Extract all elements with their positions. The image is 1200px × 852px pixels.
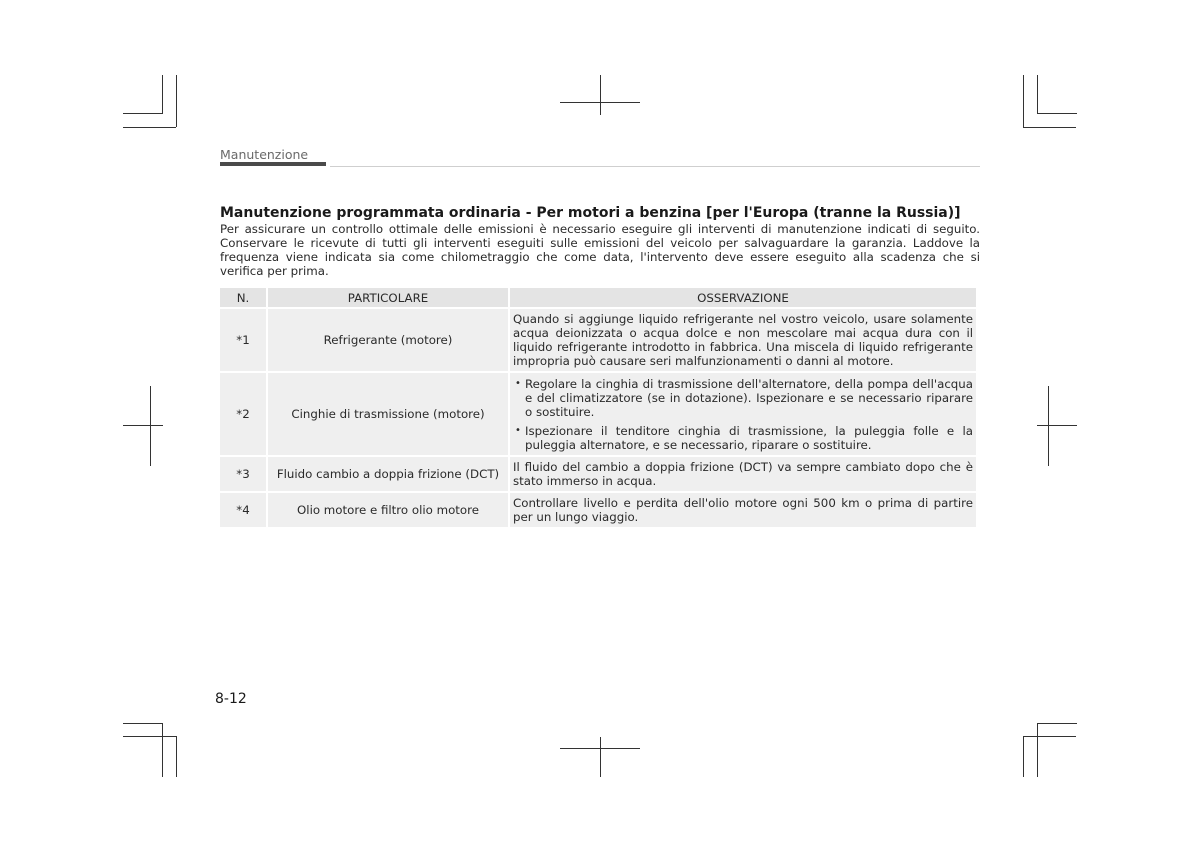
list-item: • Ispezionare il tenditore cinghia di trasmissione, la puleggia folle e la puleggia alternatore, e se necessario, riparare o sostituire. (513, 424, 973, 452)
row-item: Cinghie di trasmissione (motore) (268, 373, 508, 455)
table-row (220, 457, 976, 491)
row-note: Il fluido del cambio a doppia frizione (DCT) va sempre cambiato dopo che è stato immerso in acqua. (510, 457, 976, 491)
row-num: *4 (220, 493, 266, 527)
section-header: Manutenzione (220, 147, 309, 162)
maintenance-table (218, 286, 978, 529)
row-item: Fluido cambio a doppia frizione (DCT) (268, 457, 508, 491)
header-note: OSSERVAZIONE (510, 288, 976, 307)
row-num: *2 (220, 373, 266, 455)
table-header-row (220, 288, 976, 307)
row-item: Olio motore e filtro olio motore (268, 493, 508, 527)
row-note (510, 373, 976, 455)
page-number: 8-12 (215, 691, 247, 707)
list-item: • Regolare la cinghia di trasmissione dell'alternatore, della pompa dell'acqua e del climatizzatore (se in dotazione). Ispezionare e se necessario riparare o sostituire. (513, 377, 973, 419)
table-row (220, 373, 976, 455)
header-rule (330, 166, 980, 167)
row-num: *3 (220, 457, 266, 491)
intro-paragraph: Per assicurare un controllo ottimale delle emissioni è necessario eseguire gli interventi di manutenzione indicati di seguito. Conservare le ricevute di tutti gli interventi eseguiti sulle emissioni del veicolo per salvaguardare la garanzia. Laddove la frequenza viene indicata sia come chilometraggio che come data, l'intervento deve essere eseguito alla scadenza che si verifica per prima. (220, 222, 980, 278)
page-title: Manutenzione programmata ordinaria - Per motori a benzina [per l'Europa (tranne la Russia)] (220, 205, 961, 221)
row-note: Quando si aggiunge liquido refrigerante nel vostro veicolo, usare solamente acqua deionizzata o acqua dolce e non mescolare mai acqua dura con il liquido refrigerante introdotto in fabbrica. Una miscela di liquido refrigerante impropria può causare seri malfunzionamenti o danni al motore. (510, 309, 976, 371)
table-row (220, 309, 976, 371)
row-num: *1 (220, 309, 266, 371)
row-note: Controllare livello e perdita dell'olio motore ogni 500 km o prima di partire per un lungo viaggio. (510, 493, 976, 527)
header-num: N. (220, 288, 266, 307)
header-item: PARTICOLARE (268, 288, 508, 307)
table-row (220, 493, 976, 527)
header-bar (220, 162, 326, 166)
row-item: Refrigerante (motore) (268, 309, 508, 371)
